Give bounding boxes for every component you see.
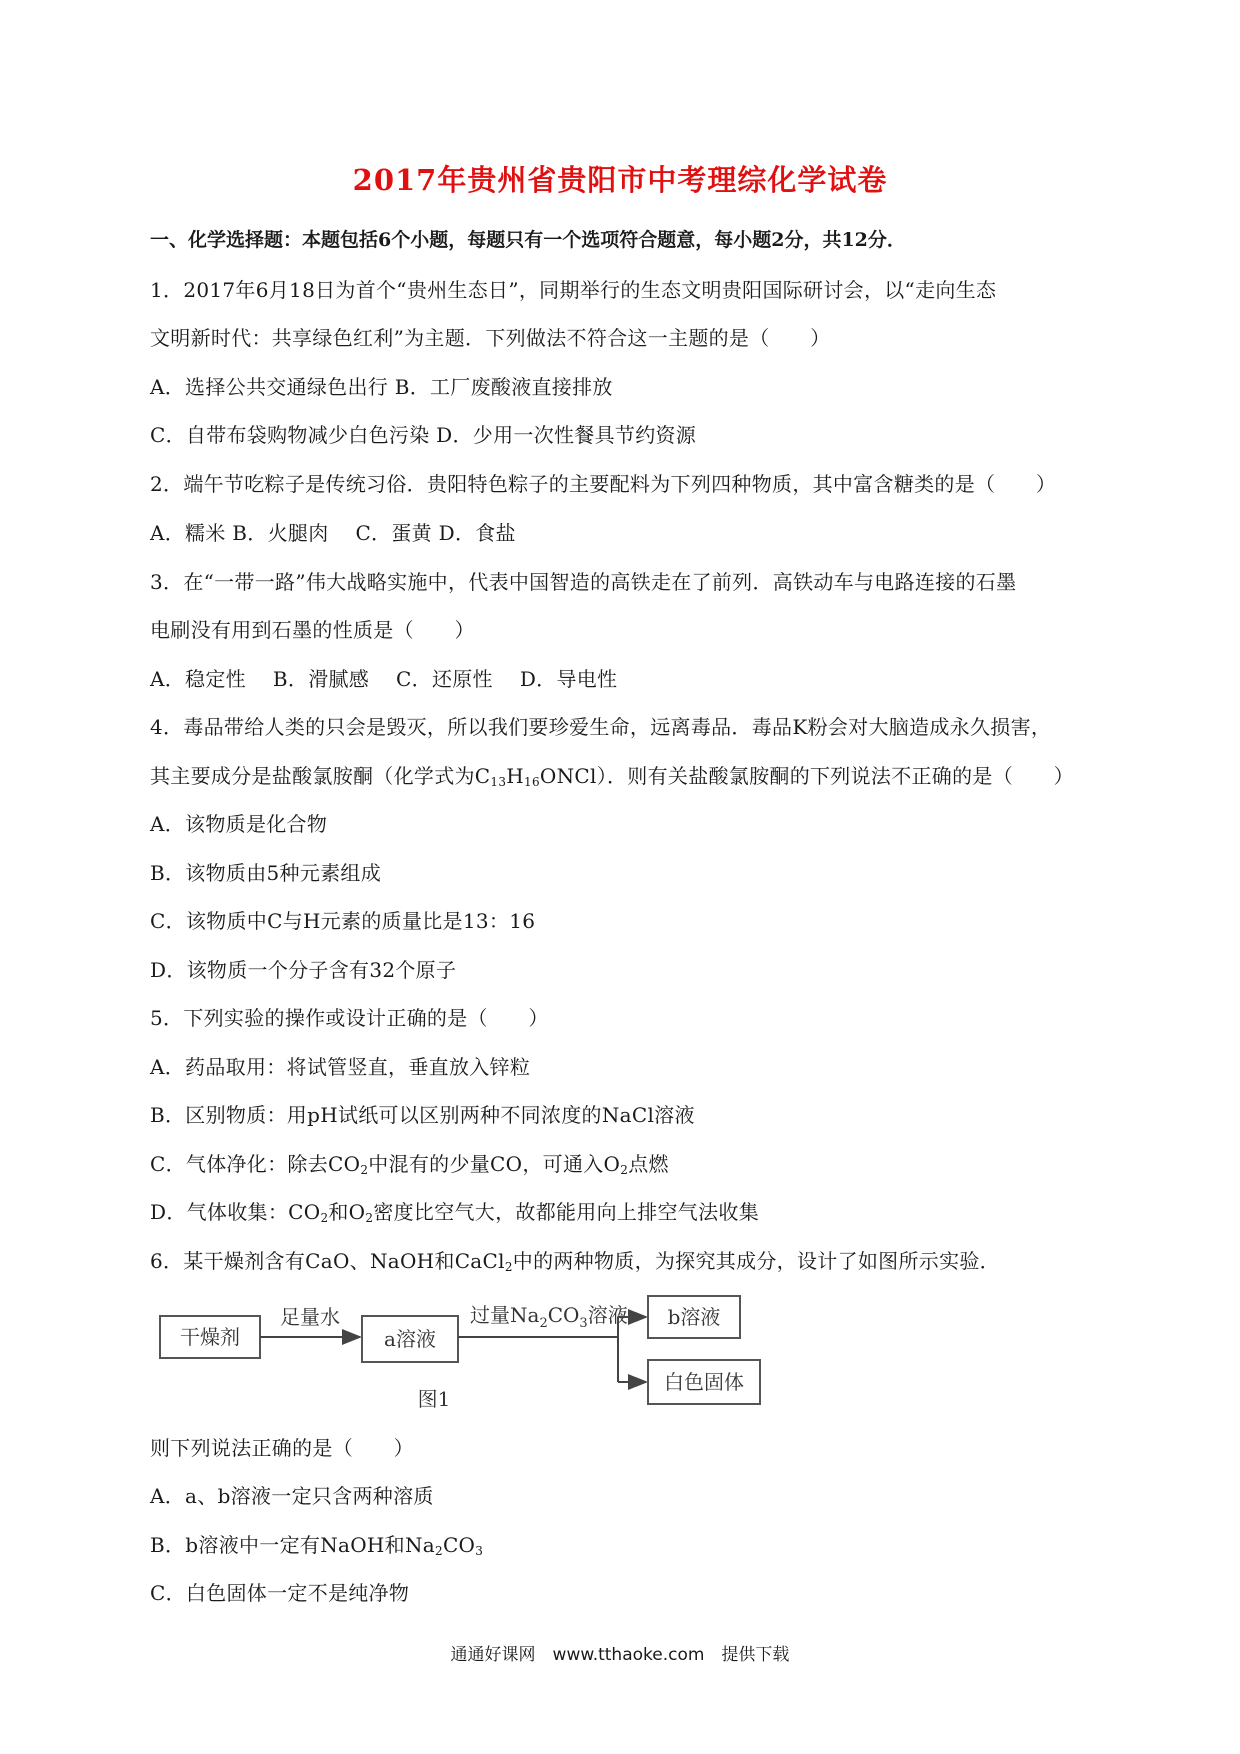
q5-option-a: A．药品取用：将试管竖直，垂直放入锌粒: [150, 1055, 531, 1079]
q4-option-c: C．该物质中C与H元素的质量比是13：16: [150, 909, 536, 933]
box-solution-a-label: a溶液: [384, 1327, 436, 1351]
q5-stem: 5．下列实验的操作或设计正确的是（ ）: [150, 1006, 549, 1030]
q2-stem: 2．端午节吃粽子是传统习俗．贵阳特色粽子的主要配料为下列四种物质，其中富含糖类的是（ ）: [150, 472, 1057, 496]
q6-option-a: A．a、b溶液一定只含两种溶质: [150, 1484, 434, 1508]
q3-stem-line1: 3．在“一带一路”伟大战略实施中，代表中国智造的高铁走在了前列．高铁动车与电路连接的石墨: [150, 570, 1017, 594]
arrow-water-label: 足量水: [280, 1305, 340, 1329]
experiment-flow-diagram: [148, 1290, 813, 1416]
q1-options-cd: C．自带布袋购物减少白色污染 D．少用一次性餐具节约资源: [150, 423, 697, 447]
page-title: 2017年贵州省贵阳市中考理综化学试卷: [352, 163, 888, 197]
box-desiccant-label: 干燥剂: [180, 1325, 240, 1349]
box-solution-b-label: b溶液: [667, 1305, 721, 1329]
footer-source: 通通好课网 www.tthaoke.com 提供下载: [450, 1645, 790, 1665]
q4-option-d: D．该物质一个分子含有32个原子: [150, 958, 457, 982]
q4-stem-line1: 4．毒品带给人类的只会是毁灭，所以我们要珍爱生命，远离毒品．毒品K粉会对大脑造成永久损害，: [150, 715, 1052, 739]
q1-stem-line2: 文明新时代：共享绿色红利”为主题．下列做法不符合这一主题的是（ ）: [150, 326, 831, 350]
q6-question: 则下列说法正确的是（ ）: [150, 1436, 414, 1460]
arrow-na2co3-label: 过量$Na_2CO_3$溶液: [470, 1303, 628, 1331]
q3-options: A．稳定性 B．滑腻感 C．还原性 D．导电性: [150, 667, 618, 691]
section-heading: 一、化学选择题：本题包括6个小题，每题只有一个选项符合题意，每小题2分，共12分．: [150, 229, 906, 251]
q5-option-c: C．气体净化：除去$CO_2$中混有的少量CO，可通入$O_2$点燃: [150, 1152, 669, 1177]
q6-stem: 6．某干燥剂含有CaO、NaOH和CaCl$_2$中的两种物质，为探究其成分，设计了如图所示实验．: [150, 1249, 1000, 1274]
q5-option-b: B．区别物质：用pH试纸可以区别两种不同浓度的NaCl溶液: [150, 1103, 695, 1127]
q6-option-b: B．b溶液中一定有NaOH和$Na_2CO_3$: [150, 1533, 484, 1558]
q6-option-c: C．白色固体一定不是纯净物: [150, 1581, 410, 1605]
q1-stem-line1: 1．2017年6月18日为首个“贵州生态日”，同期举行的生态文明贵阳国际研讨会，以“走向生态: [150, 278, 997, 302]
q4-option-b: B．该物质由5种元素组成: [150, 861, 382, 885]
q4-option-a: A．该物质是化合物: [150, 812, 328, 836]
q5-option-d: D．气体收集：$CO_2$和$O_2$密度比空气大，故都能用向上排空气法收集: [150, 1200, 760, 1225]
box-white-solid-label: 白色固体: [664, 1370, 744, 1394]
q1-options-ab: A．选择公共交通绿色出行 B．工厂废酸液直接排放: [150, 375, 613, 399]
figure-caption: 图1: [417, 1387, 451, 1411]
q3-stem-line2: 电刷没有用到石墨的性质是（ ）: [150, 618, 475, 642]
q4-stem-line2: 其主要成分是盐酸氯胺酮（化学式为$C_{13}H_{16}ONCl$）．则有关盐酸氯胺酮的下列说法不正确的是（ ）: [150, 764, 1074, 789]
q2-options: A．糯米 B．火腿肉 C．蛋黄 D．食盐: [150, 521, 516, 545]
